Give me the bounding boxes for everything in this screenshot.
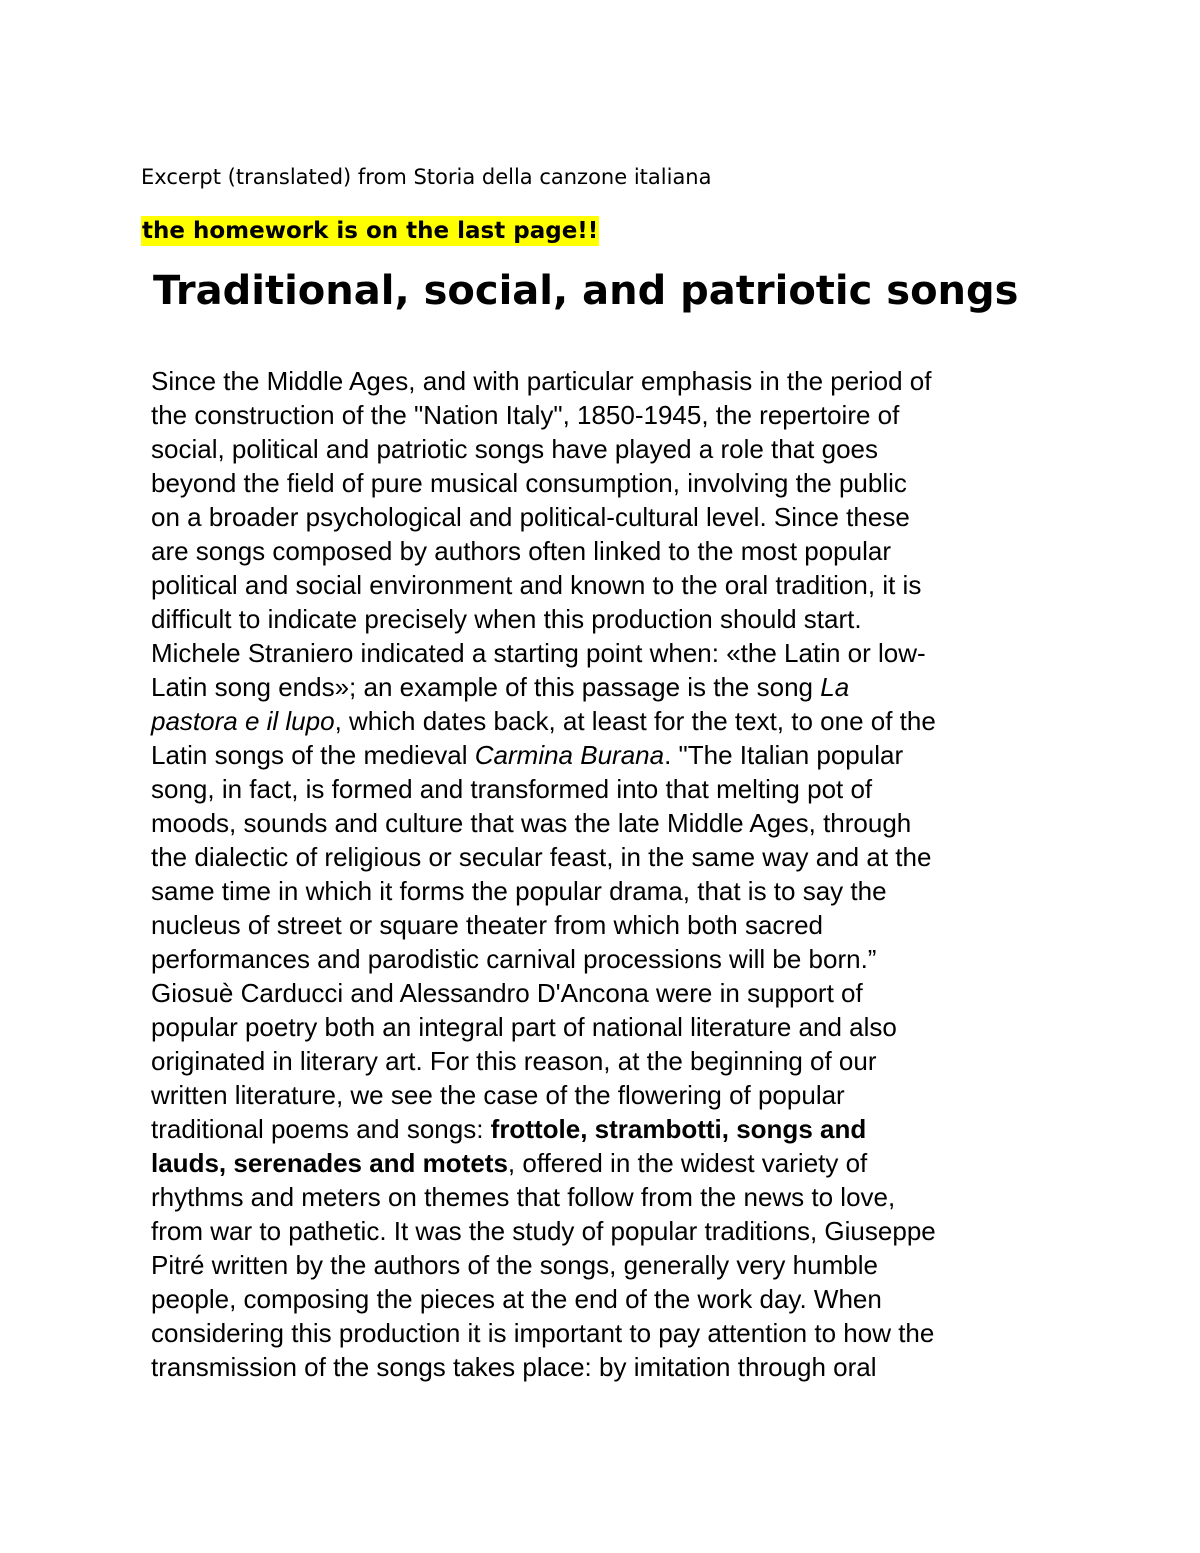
body-line [151,1282,1051,1316]
body-text-run: social, political and patriotic songs have played a role that goes [151,434,878,464]
body-text-run: same time in which it forms the popular drama, that is to say the [151,876,887,906]
body-line [151,704,1051,738]
excerpt-note: Excerpt (translated) from Storia della canzone italiana [141,165,712,189]
body-text-run: Giosuè Carducci and Alessandro D'Ancona were in support of [151,978,863,1008]
body-text-run: song, in fact, is formed and transformed into that melting pot of [151,774,873,804]
body-line [151,568,1051,602]
homework-notice: the homework is on the last page!! [142,218,599,244]
body-text-run: performances and parodistic carnival processions will be born.” [151,944,877,974]
body-text-run: written literature, we see the case of the flowering of popular [151,1080,845,1110]
body-line [151,1248,1051,1282]
body-line [151,738,1051,772]
bold-emphasis-text: lauds, serenades and motets [151,1148,508,1178]
body-line [151,432,1051,466]
body-line [151,364,1051,398]
body-line [151,1214,1051,1248]
body-line [151,398,1051,432]
body-line [151,908,1051,942]
body-line [151,1350,1051,1384]
body-text-run: on a broader psychological and political-cultural level. Since these [151,502,910,532]
body-text-run: transmission of the songs takes place: by imitation through oral [151,1352,877,1382]
body-text-run: Since the Middle Ages, and with particular emphasis in the period of [151,366,932,396]
body-line [151,670,1051,704]
body-text-run: from war to pathetic. It was the study of popular traditions, Giuseppe [151,1216,936,1246]
document-title: Traditional, social, and patriotic songs [153,268,1019,314]
body-text-run: , which dates back, at least for the text, to one of the [334,706,936,736]
body-line [151,976,1051,1010]
body-text-run: the construction of the "Nation Italy", 1850-1945, the repertoire of [151,400,900,430]
body-line [151,500,1051,534]
body-paragraph [151,364,1051,1384]
italic-title-text: pastora e il lupo [151,706,335,736]
body-text-run: difficult to indicate precisely when this production should start. [151,604,862,634]
body-line [151,942,1051,976]
body-text-run: popular poetry both an integral part of national literature and also [151,1012,897,1042]
body-line [151,840,1051,874]
body-text-run: , offered in the widest variety of [507,1148,868,1178]
bold-emphasis-text: frottole, strambotti, songs and [490,1114,867,1144]
body-line [151,636,1051,670]
body-text-run: rhythms and meters on themes that follow from the news to love, [151,1182,896,1212]
body-text-run: nucleus of street or square theater from which both sacred [151,910,824,940]
body-text-run: considering this production it is important to pay attention to how the [151,1318,935,1348]
italic-title-text: La [820,672,850,702]
body-line [151,1112,1051,1146]
body-text-run: moods, sounds and culture that was the late Middle Ages, through [151,808,912,838]
body-line [151,466,1051,500]
body-line [151,1078,1051,1112]
body-text-run: Latin song ends»; an example of this passage is the song [151,672,821,702]
body-text-run: Latin songs of the medieval [151,740,475,770]
body-text-run: . "The Italian popular [664,740,904,770]
body-line [151,534,1051,568]
body-text-run: traditional poems and songs: [151,1114,491,1144]
body-line [151,602,1051,636]
body-line [151,1180,1051,1214]
body-text-run: originated in literary art. For this reason, at the beginning of our [151,1046,877,1076]
body-line [151,874,1051,908]
body-line [151,1146,1051,1180]
body-text-run: beyond the field of pure musical consumption, involving the public [151,468,907,498]
body-text-run: the dialectic of religious or secular feast, in the same way and at the [151,842,932,872]
body-line [151,1044,1051,1078]
body-text-run: Pitré written by the authors of the songs, generally very humble [151,1250,878,1280]
body-line [151,772,1051,806]
body-text-run: are songs composed by authors often linked to the most popular [151,536,891,566]
body-line [151,806,1051,840]
body-text-run: political and social environment and known to the oral tradition, it is [151,570,922,600]
italic-title-text: Carmina Burana [474,740,665,770]
body-text-run: people, composing the pieces at the end of the work day. When [151,1284,882,1314]
body-text-run: Michele Straniero indicated a starting point when: «the Latin or low- [151,638,926,668]
body-line [151,1316,1051,1350]
body-line [151,1010,1051,1044]
